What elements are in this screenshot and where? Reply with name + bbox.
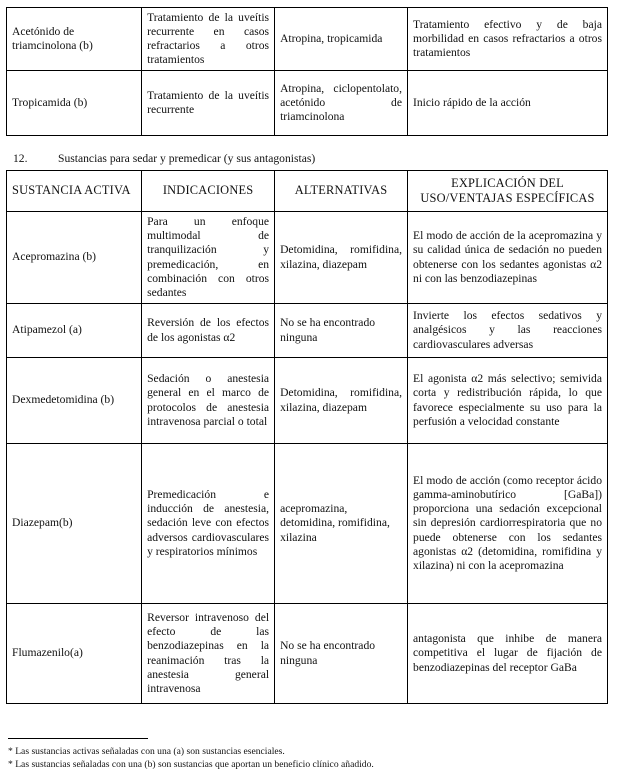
indications-cell: Reversión de los efectos de los agonistas α2 — [142, 304, 275, 358]
table-row — [7, 8, 608, 71]
footnote: * Las sustancias señaladas con una (b) son sustancias que aportan un beneficio clínico añadido. — [8, 758, 374, 770]
table-row — [7, 604, 608, 704]
explanation-cell: Inicio rápido de la acción — [408, 71, 608, 136]
indications-cell: Para un enfoque multimodal de tranquilización y premedicación, en combinación con otros sedantes — [142, 212, 275, 304]
indications-cell: Tratamiento de la uveítis recurrente — [142, 71, 275, 136]
table-row — [7, 444, 608, 604]
sedation-substances-table — [6, 170, 608, 704]
substance-cell: Dexmedetomidina (b) — [7, 358, 142, 444]
substance-cell: Flumazenilo(a) — [7, 604, 142, 704]
alternatives-cell: Detomidina, romifidina, xilazina, diazepam — [275, 212, 408, 304]
header-explanation: EXPLICACIÓN DEL USO/VENTAJAS ESPECÍFICAS — [408, 171, 608, 212]
substance-cell: Atipamezol (a) — [7, 304, 142, 358]
alternatives-cell: Atropina, ciclopentolato, acetónido de triamcinolona — [275, 71, 408, 136]
footnote: * Las sustancias activas señaladas con una (a) son sustancias esenciales. — [8, 746, 285, 757]
explanation-cell: El modo de acción (como receptor ácido gamma-aminobutírico [GaBa]) proporciona una sedación excepcional sin depresión cardiorrespiratoria que no puede obtenerse con los sedantes agonistas α2 (detomidina, romifidina y xilazina) ni con la acepromazina — [408, 444, 608, 604]
explanation-cell: Invierte los efectos sedativos y analgésicos y las reacciones cardiovasculares adversas — [408, 304, 608, 358]
substance-cell: Acetónido de triamcinolona (b) — [7, 8, 142, 71]
substance-cell: Diazepam(b) — [7, 444, 142, 604]
table-row — [7, 212, 608, 304]
table-row — [7, 304, 608, 358]
table-row — [7, 71, 608, 136]
indications-cell: Reversor intravenoso del efecto de las benzodiazepinas en la reanimación tras la anestesia general intravenosa — [142, 604, 275, 704]
alternatives-cell: Detomidina, romifidina, xilazina, diazepam — [275, 358, 408, 444]
indications-cell: Tratamiento de la uveítis recurrente en casos refractarios a otros tratamientos — [142, 8, 275, 71]
explanation-cell: El modo de acción de la acepromazina y su calidad única de sedación no pueden obtenerse con los sedantes agonistas α2 ni con las benzodiazepinas — [408, 212, 608, 304]
header-indications: INDICACIONES — [142, 171, 275, 212]
substance-cell: Tropicamida (b) — [7, 71, 142, 136]
section-heading — [13, 152, 315, 166]
header-alternatives: ALTERNATIVAS — [275, 171, 408, 212]
alternatives-cell: acepromazina, detomidina, romifidina, xilazina — [275, 444, 408, 604]
footnotes — [8, 746, 374, 772]
substance-cell: Acepromazina (b) — [7, 212, 142, 304]
alternatives-cell: No se ha encontrado ninguna — [275, 304, 408, 358]
explanation-cell: antagonista que inhibe de manera competitiva el lugar de fijación de benzodiazepinas del receptor GaBa — [408, 604, 608, 704]
header-substance: SUSTANCIA ACTIVA — [7, 171, 142, 212]
alternatives-cell: No se ha encontrado ninguna — [275, 604, 408, 704]
footnote-divider — [8, 738, 148, 739]
table-row — [7, 358, 608, 444]
indications-cell: Premedicación e inducción de anestesia, sedación leve con efectos adversos cardiovasculares y respiratorios mínimos — [142, 444, 275, 604]
continuation-table — [6, 7, 608, 136]
section-number: 12. — [13, 152, 28, 165]
explanation-cell: Tratamiento efectivo y de baja morbilidad en casos refractarios a otros tratamientos — [408, 8, 608, 71]
indications-cell: Sedación o anestesia general en el marco de protocolos de anestesia intravenosa parcial o total — [142, 358, 275, 444]
table-header-row — [7, 171, 608, 212]
alternatives-cell: Atropina, tropicamida — [275, 8, 408, 71]
explanation-cell: El agonista α2 más selectivo; semivida corta y redistribución rápida, lo que favorece especialmente su uso para la perfusión a velocidad constante — [408, 358, 608, 444]
section-title: Sustancias para sedar y premedicar (y sus antagonistas) — [58, 152, 316, 165]
